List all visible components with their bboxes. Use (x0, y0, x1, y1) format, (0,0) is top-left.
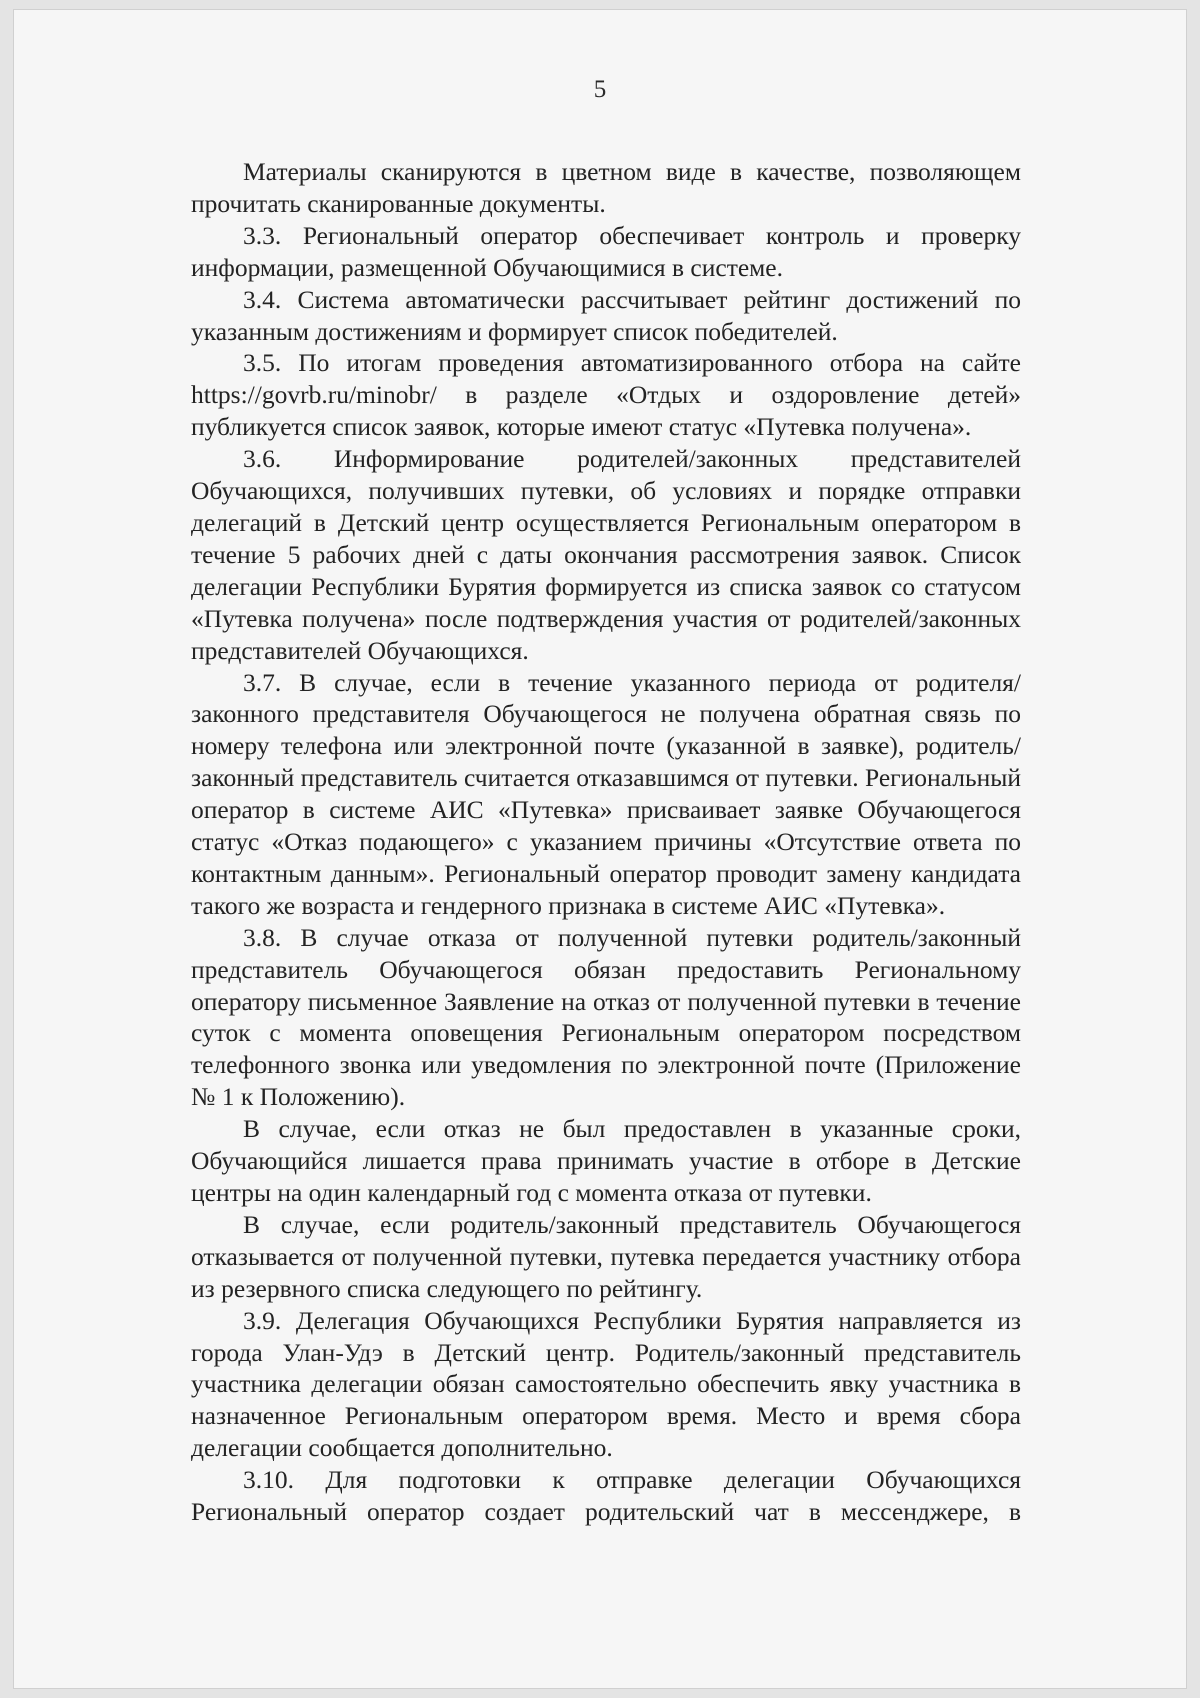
document-page (14, 10, 1186, 1688)
document-body (191, 156, 1021, 1528)
paragraph-3-9: 3.9. Делегация Обучающихся Республики Бурятия направляется из города Улан-Удэ в Детский центр. Родитель/законный представитель участника делегации обязан самостоятельно обеспечить явку участника в назначенное Региональным оператором время. Место и время сбора делегации сообщается дополнительно. (191, 1305, 1021, 1463)
paragraph-3-7: 3.7. В случае, если в течение указанного периода от родителя/законного представителя Обучающегося не получена обратная связь по номеру телефона или электронной почте (указанной в заявке), родитель/законный представитель считается отказавшимся от путевки. Региональный оператор в системе АИС «Путевка» присваивает заявке Обучающегося статус «Отказ подающего» с указанием причины «Отсутствие ответа по контактным данным». Региональный оператор проводит замену кандидата такого же возраста и гендерного признака в системе АИС «Путевка». (191, 667, 1022, 920)
paragraph-3-8: 3.8. В случае отказа от полученной путевки родитель/законный представитель Обучающегося обязан предоставить Региональному оператору письменное Заявление на отказ от полученной путевки в течение суток с момента оповещения Региональным оператором посредством телефонного звонка или уведомления по электронной почте (Приложение № 1 к Положению). (191, 922, 1021, 1112)
page-number: 5 (593, 76, 607, 103)
paragraph-3-10: 3.10. Для подготовки к отправке делегации Обучающихся Региональный оператор создает родительский чат в мессенджере, в (191, 1465, 1021, 1527)
paragraph-3-5: 3.5. По итогам проведения автоматизированного отбора на сайте https://govrb.ru/minobr/ в разделе «Отдых и оздоровление детей» публикуется список заявок, которые имеют статус «Путевка получена». (191, 348, 1021, 442)
paragraph-refusal-deadline: В случае, если отказ не был предоставлен в указанные сроки, Обучающийся лишается права принимать участие в отборе в Детские центры на один календарный год с момента отказа от путевки. (191, 1114, 1021, 1207)
paragraph-scanning-materials: Материалы сканируются в цветном виде в качестве, позволяющем прочитать сканированные документы. (191, 157, 1021, 218)
paragraph-3-6: 3.6. Информирование родителей/законных представителей Обучающихся, получивших путевки, об условиях и порядке отправки делегаций в Детский центр осуществляется Региональным оператором в течение 5 рабочих дней с даты окончания рассмотрения заявок. Список делегации Республики Бурятия формируется из списка заявок со статусом «Путевка получена» после подтверждения участия от родителей/законных представителей Обучающихся. (191, 444, 1021, 665)
paragraph-refusal-reserve: В случае, если родитель/законный представитель Обучающегося отказывается от полученной путевки, путевка передается участнику отбора из резервного списка следующего по рейтингу. (191, 1209, 1021, 1303)
paragraph-3-3: 3.3. Региональный оператор обеспечивает контроль и проверку информации, размещенной Обучающимися в системе. (191, 220, 1021, 282)
paragraph-3-4: 3.4. Система автоматически рассчитывает рейтинг достижений по указанным достижениям и формирует список победителей. (191, 284, 1021, 346)
